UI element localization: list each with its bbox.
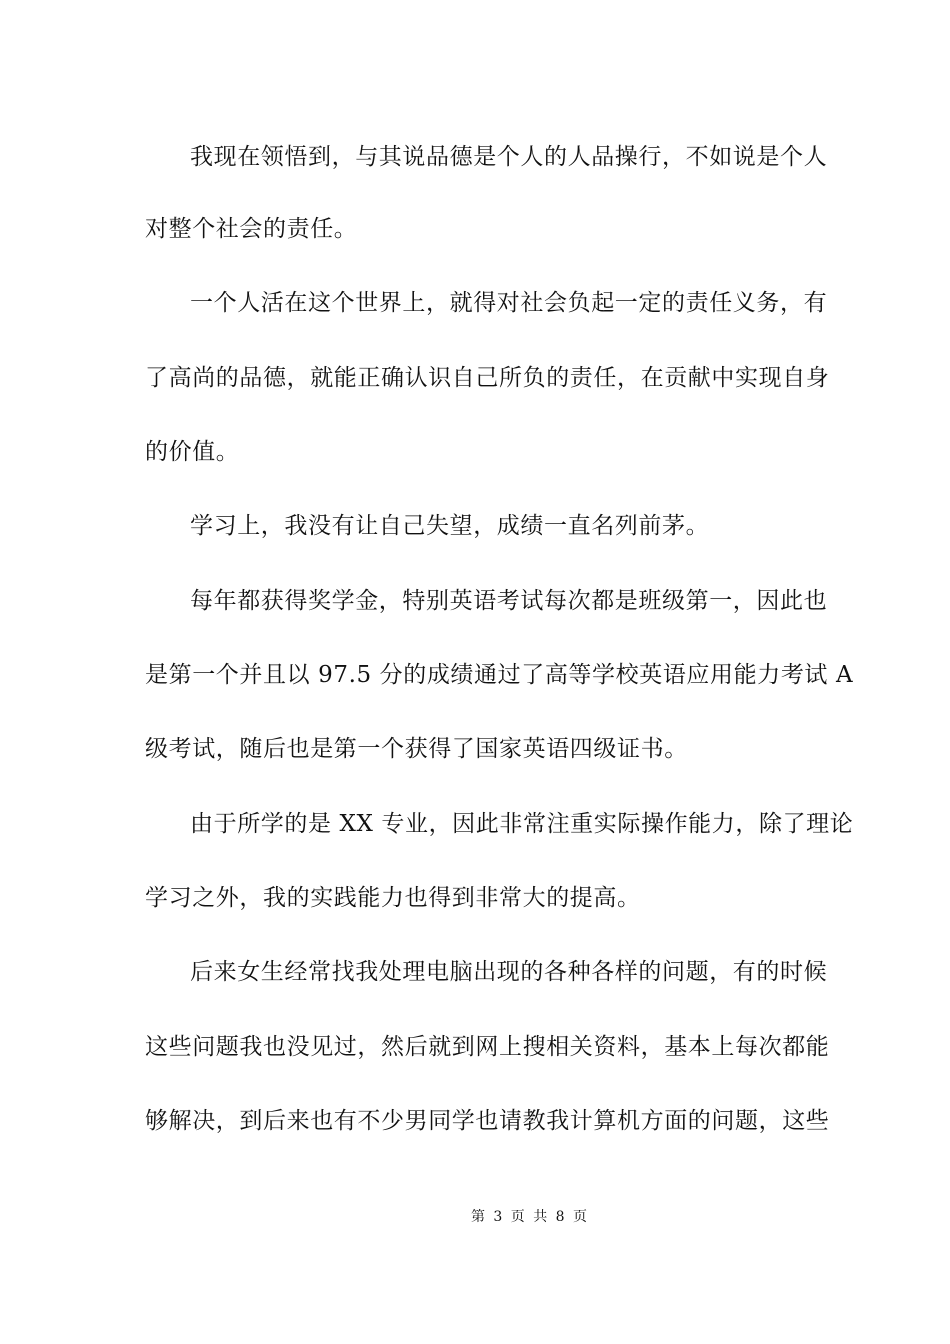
text-line: 够解决，到后来也有不少男同学也请教我计算机方面的问题，这些 — [145, 1108, 830, 1134]
text-line: 一个人活在这个世界上，就得对社会负起一定的责任义务，有 — [190, 290, 828, 316]
text-line: 学习之外，我的实践能力也得到非常大的提高。 — [145, 885, 641, 911]
text-line: 每年都获得奖学金，特别英语考试每次都是班级第一，因此也 — [190, 588, 828, 614]
text-line: 级考试，随后也是第一个获得了国家英语四级证书。 — [145, 736, 688, 762]
text-line: 这些问题我也没见过，然后就到网上搜相关资料，基本上每次都能 — [145, 1034, 830, 1060]
text-line: 的价值。 — [145, 439, 240, 465]
text-line: 由于所学的是 XX 专业，因此非常注重实际操作能力，除了理论 — [190, 811, 854, 837]
text-line: 后来女生经常找我处理电脑出现的各种各样的问题，有的时候 — [190, 959, 828, 985]
text-line: 对整个社会的责任。 — [145, 216, 358, 242]
text-line: 是第一个并且以 97.5 分的成绩通过了高等学校英语应用能力考试 A — [145, 662, 854, 688]
text-line: 我现在领悟到，与其说品德是个人的人品操行，不如说是个人 — [190, 144, 828, 170]
text-line: 学习上，我没有让自己失望，成绩一直名列前茅。 — [190, 513, 710, 539]
page-number-footer: 第 3 页 共 8 页 — [470, 1209, 588, 1225]
text-line: 了高尚的品德，就能正确认识自己所负的责任，在贡献中实现自身 — [145, 365, 830, 391]
